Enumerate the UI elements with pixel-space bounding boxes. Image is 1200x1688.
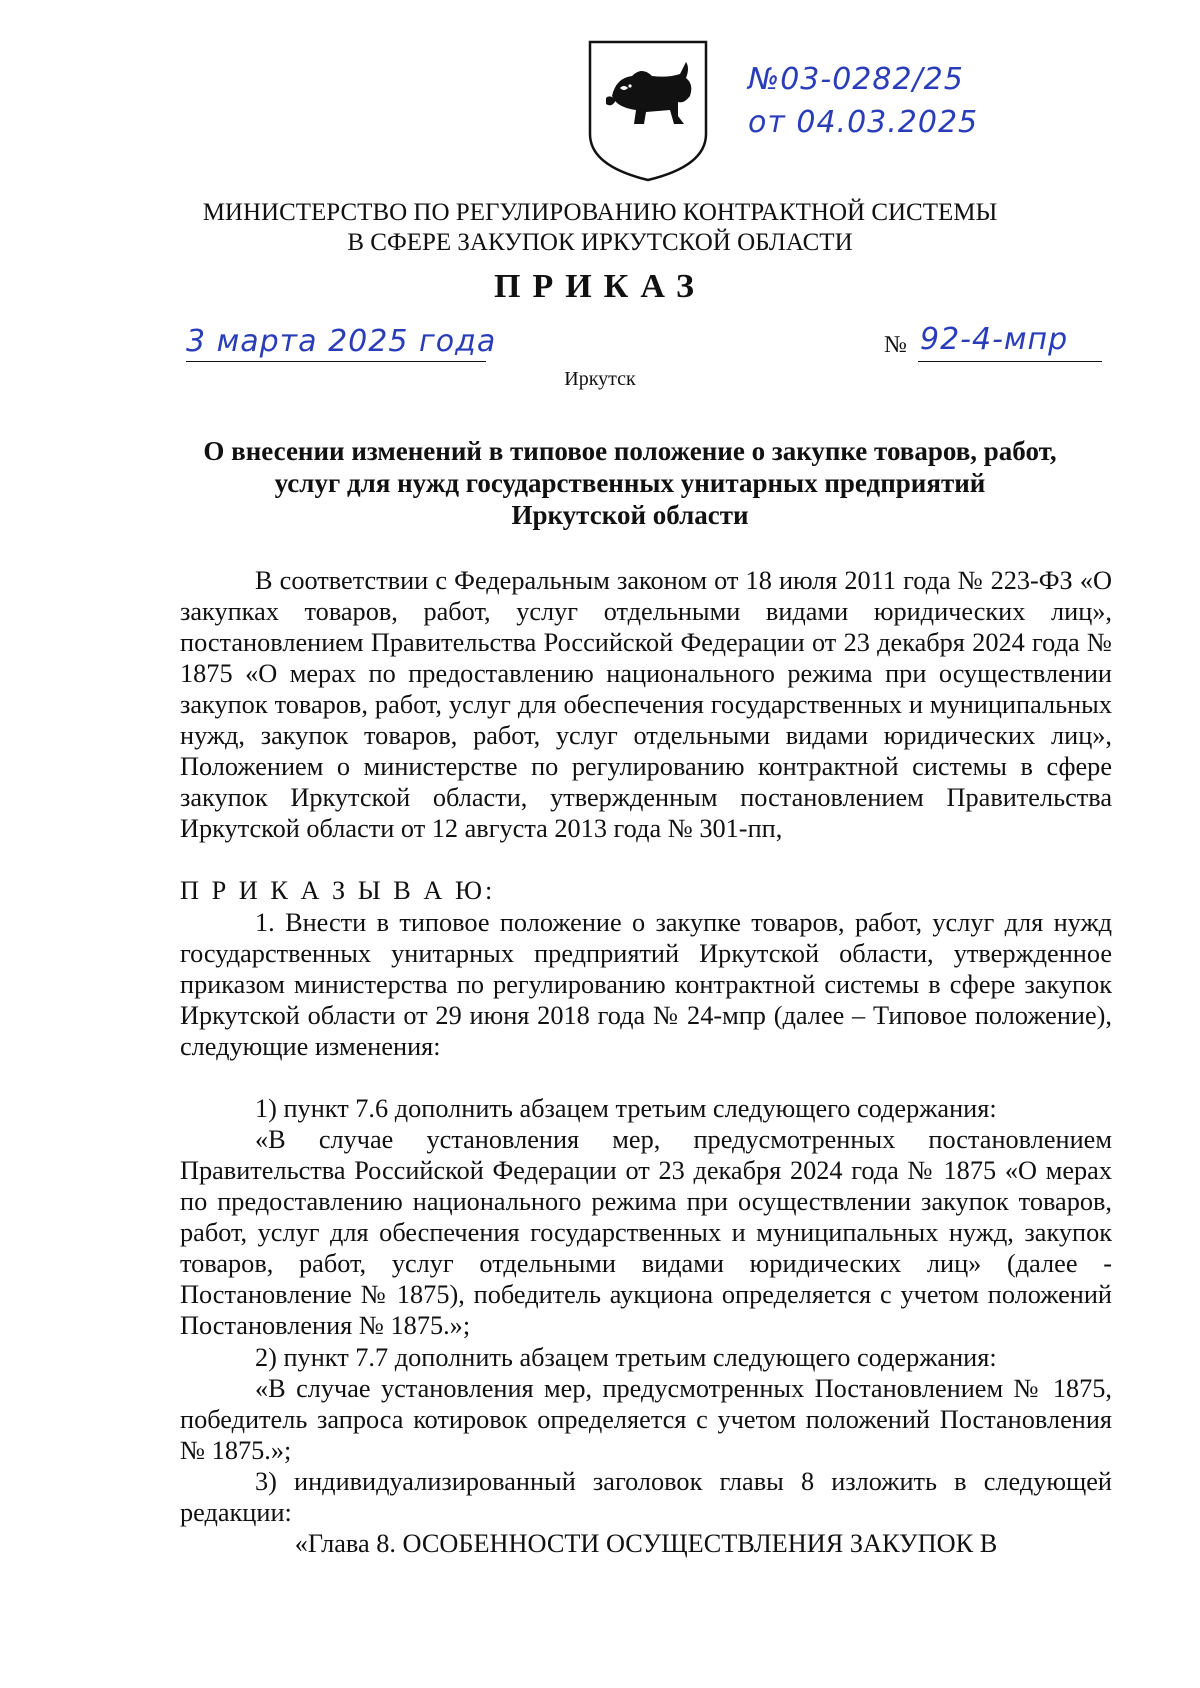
registration-date: от 04.03.2025 — [748, 105, 979, 140]
ministry-line-1: МИНИСТЕРСТВО ПО РЕГУЛИРОВАНИЮ КОНТРАКТНОЙ СИСТЕМЫ — [202, 199, 998, 226]
document-type: ПРИКАЗ — [494, 268, 706, 305]
ministry-header — [0, 198, 1200, 258]
paragraph-subitem-1: 1) пункт 7.6 дополнить абзацем третьим следующего содержания: — [255, 1094, 997, 1123]
paragraph-subitem-3: 3) индивидуализированный заголовок главы 8 изложить в следующей редакции: — [180, 1467, 1112, 1527]
signature-date: 3 марта 2025 года — [186, 324, 497, 359]
title-line-2: услуг для нужд государственных унитарных предприятий — [274, 468, 986, 498]
quoted-text-2: «В случае установления мер, предусмотренных Постановлением № 1875, победитель запроса котировок определяется с учетом положений Постановления № 1875.»; — [180, 1374, 1112, 1465]
number-underline — [918, 361, 1102, 362]
title-line-1: О внесении изменений в типовое положение о закупке товаров, работ, — [203, 436, 1057, 466]
date-underline — [186, 361, 486, 362]
paragraph-subitem-2: 2) пункт 7.7 дополнить абзацем третьим следующего содержания: — [255, 1343, 997, 1372]
coat-of-arms-icon — [586, 38, 710, 184]
number-label: № — [884, 332, 907, 358]
title-line-3: Иркутской области — [511, 500, 749, 530]
preamble-paragraph: В соответствии с Федеральным законом от 18 июля 2011 года № 223-ФЗ «О закупках товаров, работ, услуг отдельными видами юридических лиц», постановлением Правительства Российской Федерации от 23 декабря 2024 года № 1875 «О мерах по предоставлению национального режима при осуществлении закупок товаров, работ, услуг для обеспечения государственных и муниципальных нужд, закупок товаров, работ, услуг отдельными видами юридических лиц», Положением о министерстве по регулированию контрактной системы в сфере закупок Иркутской области, утвержденным постановлением Правительства Иркутской области от 12 августа 2013 года № 301-пп, — [180, 566, 1112, 843]
decree-word: П Р И К А З Ы В А Ю: — [180, 876, 496, 905]
ministry-line-2: В СФЕРЕ ЗАКУПОК ИРКУТСКОЙ ОБЛАСТИ — [347, 229, 853, 256]
document-title — [160, 435, 1100, 531]
paragraph-item-1: 1. Внести в типовое положение о закупке товаров, работ, услуг для нужд государственных унитарных предприятий Иркутской области, утвержденное приказом министерства по регулированию контрактной системы в сфере закупок Иркутской области от 29 июня 2018 года № 24-мпр (далее – Типовое положение), следующие изменения: — [180, 908, 1112, 1061]
order-number: 92-4-мпр — [920, 322, 1069, 357]
city: Иркутск — [564, 368, 636, 390]
chapter-heading-quote: «Глава 8. ОСОБЕННОСТИ ОСУЩЕСТВЛЕНИЯ ЗАКУПОК В — [294, 1529, 998, 1558]
quoted-text-1: «В случае установления мер, предусмотренных постановлением Правительства Российской Федерации от 23 декабря 2024 года № 1875 «О мерах по предоставлению национального режима при осуществлении закупок товаров, работ, услуг для обеспечения государственных и муниципальных нужд, закупок товаров, работ, услуг отдельными видами юридических лиц» (далее - Постановление № 1875), победитель аукциона определяется с учетом положений Постановления № 1875.»; — [180, 1125, 1112, 1340]
registration-number: №03-0282/25 — [748, 62, 964, 97]
